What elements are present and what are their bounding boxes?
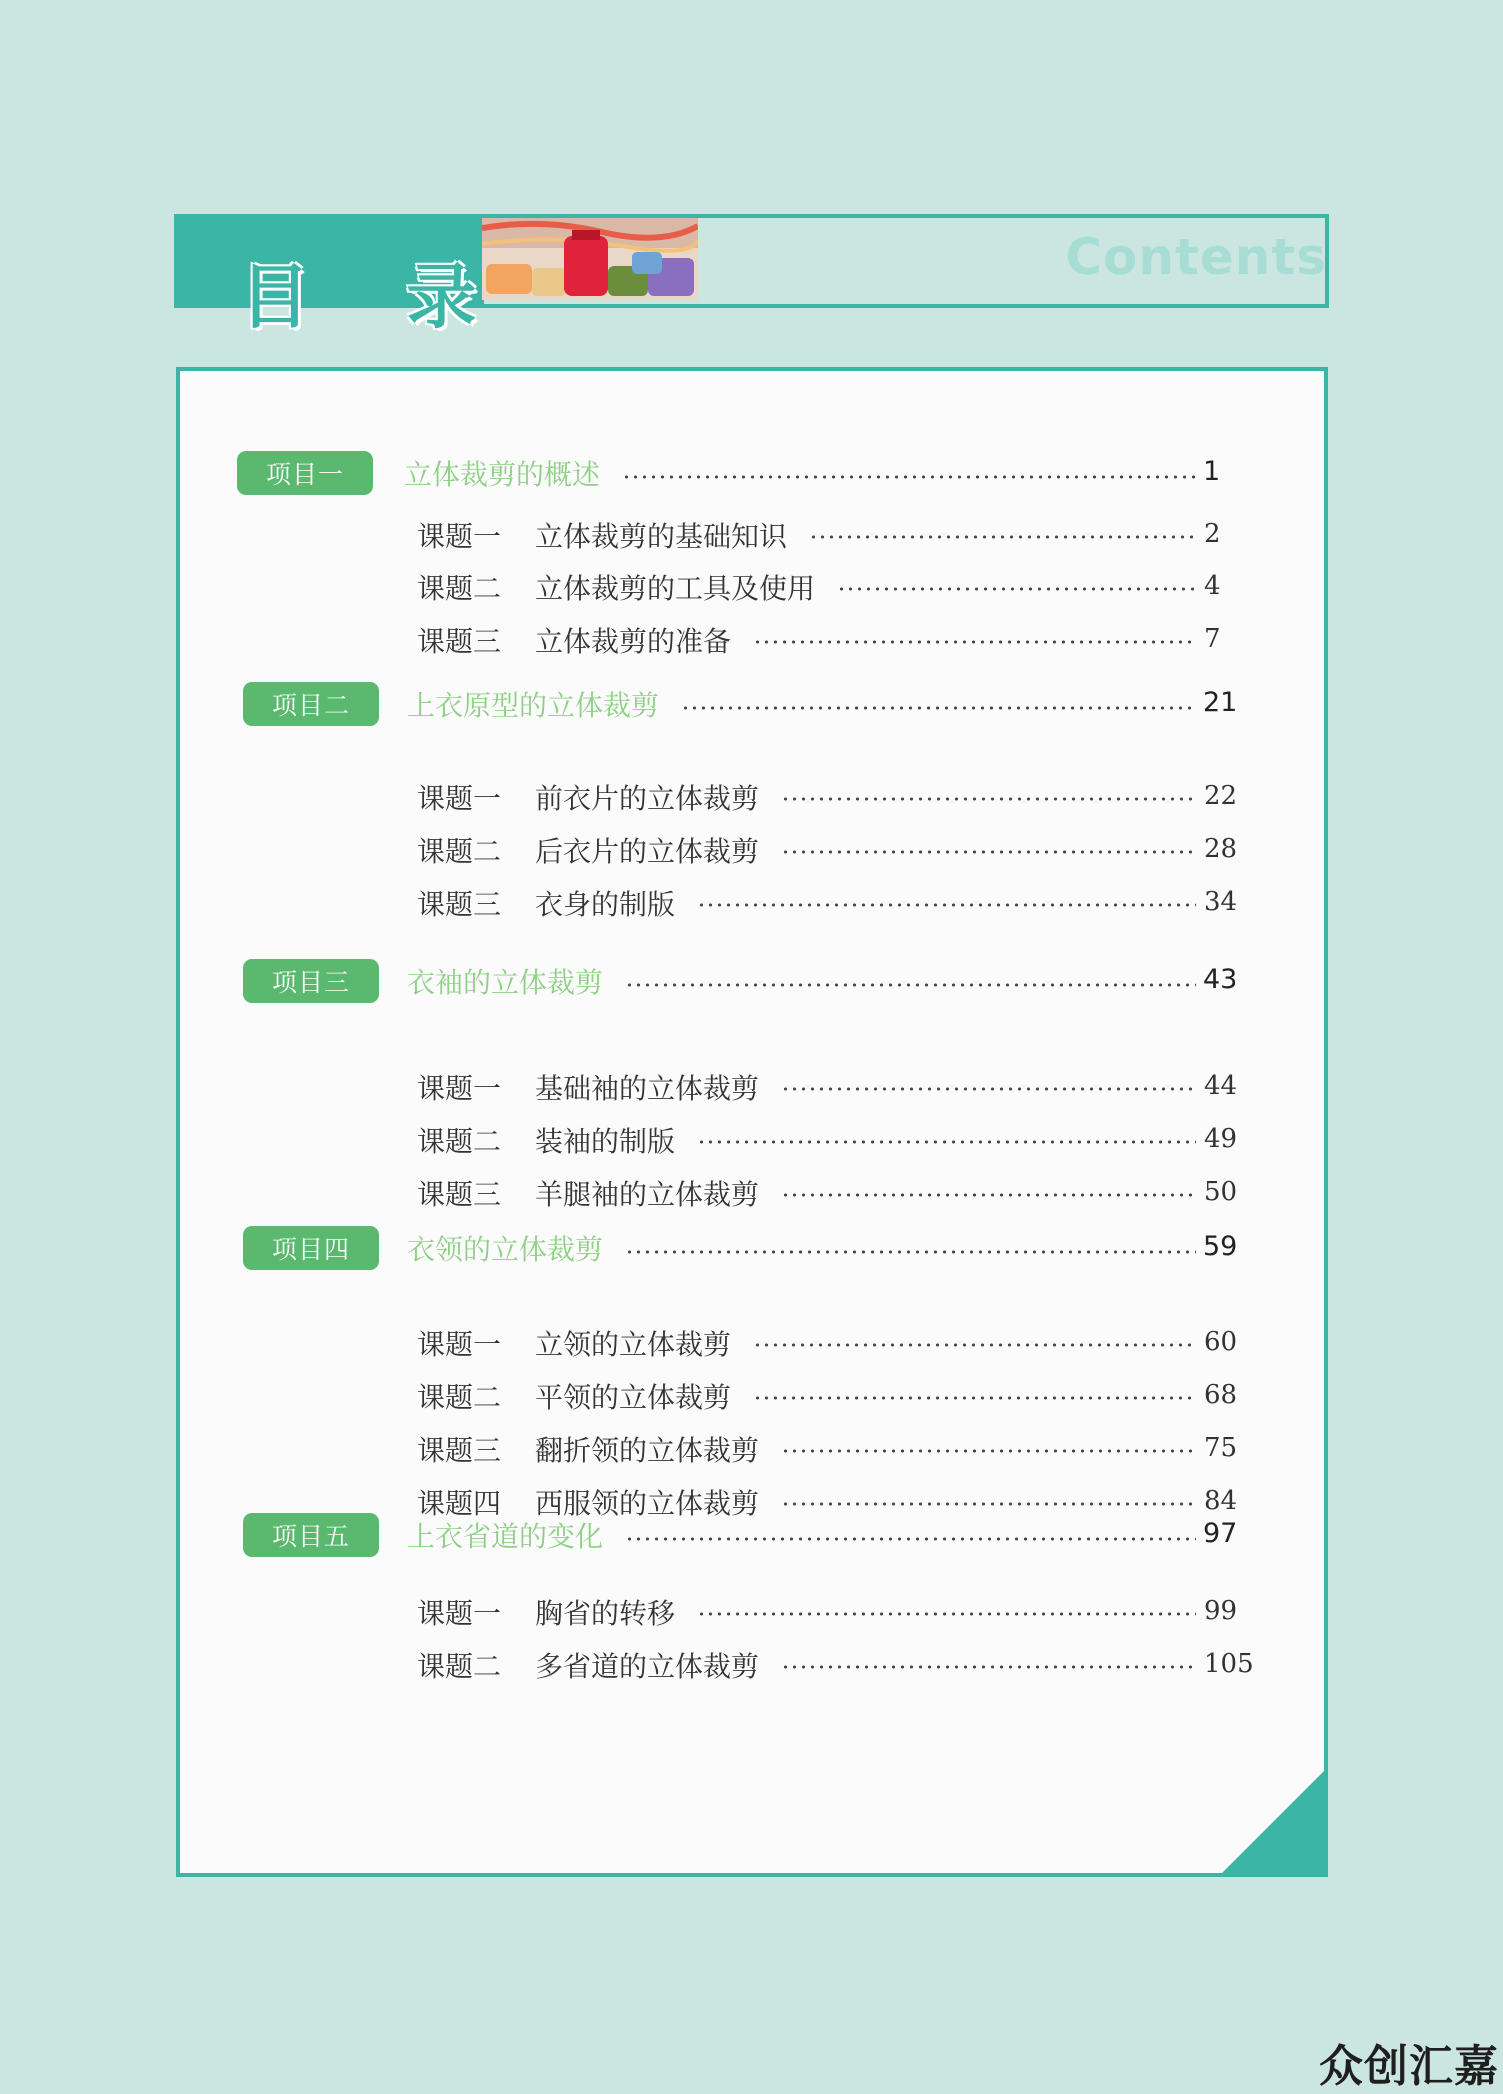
lesson-title: 胸省的转移 — [535, 1597, 676, 1630]
lesson-title: 立体裁剪的准备 — [535, 625, 732, 658]
watermark: 众创汇嘉 — [1319, 2041, 1499, 2092]
lesson-number: 课题二 — [417, 1650, 502, 1683]
lesson-title: 前衣片的立体裁剪 — [535, 782, 760, 815]
project-page-number: 1 — [1203, 456, 1221, 487]
lesson-page-number: 68 — [1204, 1380, 1238, 1410]
dot-leader — [781, 1665, 1196, 1669]
page-title: 目 录 — [240, 256, 513, 338]
lesson-number: 课题二 — [417, 1125, 502, 1158]
lesson-title: 羊腿袖的立体裁剪 — [535, 1178, 760, 1211]
lesson-number: 课题三 — [417, 1434, 502, 1467]
project-label-pill: 项目一 — [237, 451, 373, 495]
panel-corner-decoration — [1222, 1771, 1324, 1873]
lesson-page-number: 75 — [1204, 1433, 1238, 1463]
lesson-page-number: 2 — [1204, 519, 1221, 549]
dot-leader — [753, 640, 1196, 644]
dot-leader — [753, 1396, 1196, 1400]
lesson-title: 基础袖的立体裁剪 — [535, 1072, 760, 1105]
dot-leader — [625, 1250, 1196, 1254]
dot-leader — [781, 797, 1196, 801]
lesson-page-number: 28 — [1204, 834, 1238, 864]
lesson-title: 多省道的立体裁剪 — [535, 1650, 760, 1683]
lesson-page-number: 105 — [1204, 1649, 1254, 1679]
lesson-number: 课题一 — [417, 1072, 502, 1105]
lesson-title: 立领的立体裁剪 — [535, 1328, 732, 1361]
lesson-page-number: 44 — [1204, 1071, 1238, 1101]
toc-panel — [176, 367, 1328, 1877]
thread-spools-photo — [482, 218, 698, 300]
lesson-page-number: 84 — [1204, 1486, 1238, 1516]
lesson-page-number: 22 — [1204, 781, 1238, 811]
lesson-title: 装袖的制版 — [535, 1125, 676, 1158]
lesson-number: 课题二 — [417, 835, 502, 868]
lesson-title: 立体裁剪的工具及使用 — [535, 572, 816, 605]
lesson-page-number: 50 — [1204, 1177, 1238, 1207]
dot-leader — [837, 587, 1196, 591]
project-title: 上衣原型的立体裁剪 — [407, 689, 660, 722]
project-entry[interactable] — [407, 959, 603, 1003]
project-page-number: 21 — [1203, 687, 1238, 718]
lesson-number: 课题一 — [417, 520, 502, 553]
project-label-pill: 项目三 — [243, 959, 379, 1003]
dot-leader — [781, 1449, 1196, 1453]
project-title: 立体裁剪的概述 — [404, 458, 601, 491]
project-entry[interactable] — [407, 1226, 603, 1270]
project-page-number: 97 — [1203, 1518, 1238, 1549]
lesson-number: 课题二 — [417, 1381, 502, 1414]
dot-leader — [781, 1087, 1196, 1091]
project-page-number: 43 — [1203, 964, 1238, 995]
lesson-number: 课题四 — [417, 1487, 502, 1520]
lesson-number: 课题三 — [417, 1178, 502, 1211]
lesson-title: 平领的立体裁剪 — [535, 1381, 732, 1414]
project-page-number: 59 — [1203, 1231, 1238, 1262]
lesson-number: 课题一 — [417, 782, 502, 815]
lesson-number: 课题三 — [417, 625, 502, 658]
lesson-page-number: 4 — [1204, 571, 1221, 601]
dot-leader — [809, 535, 1196, 539]
lesson-number: 课题一 — [417, 1328, 502, 1361]
dot-leader — [781, 1193, 1196, 1197]
lesson-title: 后衣片的立体裁剪 — [535, 835, 760, 868]
lesson-page-number: 60 — [1204, 1327, 1238, 1357]
dot-leader — [681, 706, 1196, 710]
lesson-page-number: 99 — [1204, 1596, 1238, 1626]
dot-leader — [697, 903, 1196, 907]
project-title: 上衣省道的变化 — [407, 1520, 604, 1553]
lesson-title: 翻折领的立体裁剪 — [535, 1434, 760, 1467]
project-entry[interactable] — [404, 451, 600, 495]
lesson-title: 衣身的制版 — [535, 888, 676, 921]
project-label-pill: 项目二 — [243, 682, 379, 726]
dot-leader — [781, 1502, 1196, 1506]
lesson-page-number: 49 — [1204, 1124, 1238, 1154]
dot-leader — [753, 1343, 1196, 1347]
project-entry[interactable] — [407, 682, 659, 726]
dot-leader — [625, 1537, 1196, 1541]
project-entry[interactable] — [407, 1513, 603, 1557]
lesson-page-number: 34 — [1204, 887, 1238, 917]
dot-leader — [781, 850, 1196, 854]
dot-leader — [697, 1140, 1196, 1144]
project-label-pill: 项目五 — [243, 1513, 379, 1557]
contents-subtitle: Contents — [1065, 228, 1327, 286]
lesson-number: 课题二 — [417, 572, 502, 605]
project-title: 衣袖的立体裁剪 — [407, 966, 604, 999]
dot-leader — [697, 1612, 1196, 1616]
lesson-number: 课题三 — [417, 888, 502, 921]
project-title: 衣领的立体裁剪 — [407, 1233, 604, 1266]
lesson-title: 立体裁剪的基础知识 — [535, 520, 788, 553]
dot-leader — [622, 475, 1196, 479]
lesson-number: 课题一 — [417, 1597, 502, 1630]
lesson-page-number: 7 — [1204, 624, 1221, 654]
project-label-pill: 项目四 — [243, 1226, 379, 1270]
dot-leader — [625, 983, 1196, 987]
lesson-title: 西服领的立体裁剪 — [535, 1487, 760, 1520]
